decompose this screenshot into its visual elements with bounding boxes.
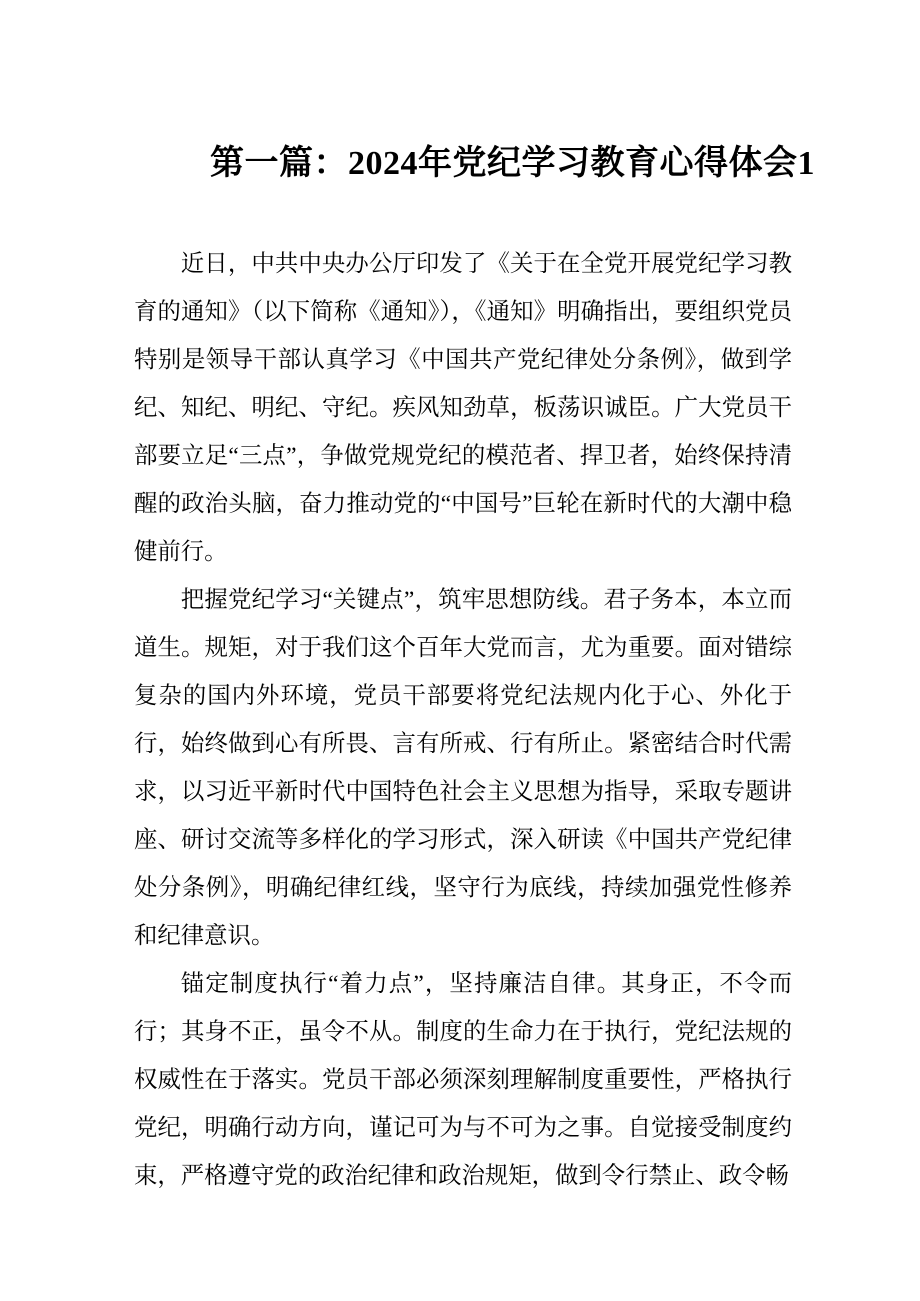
paragraph-3: 锚定制度执行“着力点”，坚持廉洁自律。其身正，不令而行；其身不正，虽令不从。制度的生命力在于执行，党纪法规的权威性在于落实。党员干部必须深刻理解制度重要性，严格执行党纪，明确行动方向，谨记可为与不可为之事。自觉接受制度约束，严格遵守党的政治纪律和政治规矩，做到令行禁止、政令畅 — [134, 971, 792, 1189]
paragraph-1: 近日，中共中央办公厅印发了《关于在全党开展党纪学习教育的通知》（以下简称《通知》），《通知》明确指出，要组织党员特别是领导干部认真学习《中国共产党纪律处分条例》，做到学纪、知纪、明纪、守纪。疾风知劲草，板荡识诚臣。广大党员干部要立足“三点”，争做党规党纪的模范者、捍卫者，始终保持清醒的政治头脑，奋力推动党的“中国号”巨轮在新时代的大潮中稳健前行。 — [134, 251, 792, 565]
document-title: 第一篇：2024年党纪学习教育心得体会1 — [210, 145, 815, 182]
paragraph-2: 把握党纪学习“关键点”，筑牢思想防线。君子务本，本立而道生。规矩，对于我们这个百年大党而言，尤为重要。面对错综复杂的国内外环境，党员干部要将党纪法规内化于心、外化于行，始终做到心有所畏、言有所戒、行有所止。紧密结合时代需求，以习近平新时代中国特色社会主义思想为指导，采取专题讲座、研讨交流等多样化的学习形式，深入研读《中国共产党纪律处分条例》，明确纪律红线，坚守行为底线，持续加强党性修养和纪律意识。 — [134, 587, 792, 949]
document-body — [134, 240, 792, 1200]
